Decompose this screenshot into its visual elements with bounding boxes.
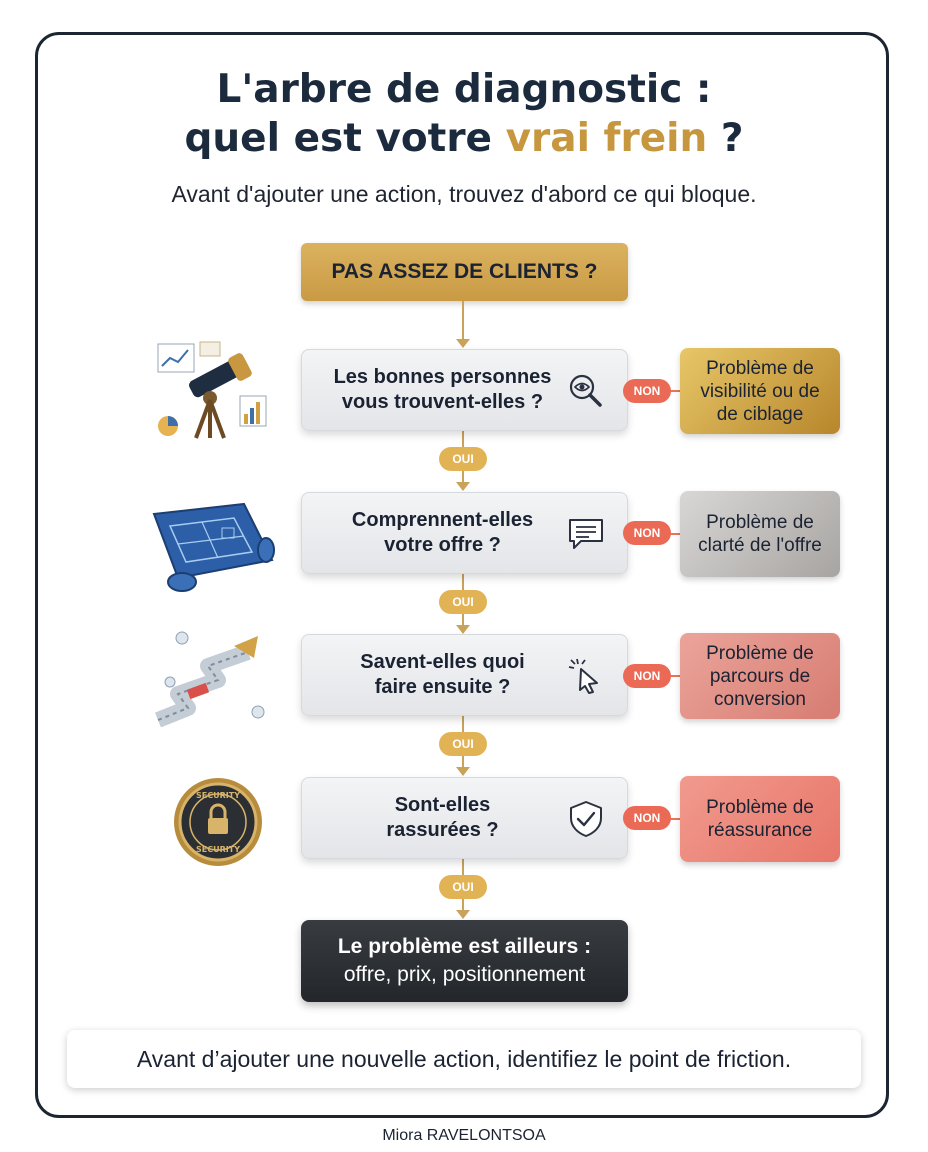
- root-question: PAS ASSEZ DE CLIENTS ?: [301, 243, 628, 301]
- result-text: conversion: [714, 688, 806, 710]
- arrow-down-icon: [456, 910, 470, 919]
- question-box-conversion: [301, 634, 628, 716]
- telescope-charts-illustration: [148, 340, 276, 440]
- security-seal-illustration: [148, 772, 276, 872]
- question-text: votre offre ?: [384, 534, 501, 556]
- question-box-clarity: [301, 492, 628, 574]
- final-text-bold: Le problème est ailleurs :: [337, 935, 592, 958]
- result-text: clarté de l'offre: [698, 535, 822, 556]
- question-text: Savent-elles quoi: [360, 651, 525, 673]
- result-clarity: [680, 491, 840, 577]
- question-box-reassurance: [301, 777, 628, 859]
- result-text: visibilité ou de: [700, 380, 820, 402]
- result-text: parcours de: [709, 665, 811, 687]
- title-line-2-end: ?: [707, 116, 744, 161]
- arrow-down-icon: [456, 625, 470, 634]
- message-icon: [567, 515, 605, 553]
- question-text: faire ensuite ?: [374, 676, 511, 698]
- bottom-note: Avant d’ajouter une nouvelle action, identifiez le point de friction.: [67, 1030, 861, 1088]
- subtitle: Avant d'ajouter une action, trouvez d'abord ce qui bloque.: [171, 181, 757, 207]
- final-outcome: [301, 920, 628, 1002]
- result-conversion: [680, 633, 840, 719]
- arrow-down-icon: [456, 482, 470, 491]
- yes-badge: OUI: [439, 447, 487, 471]
- search-eye-icon: [567, 372, 605, 410]
- title-line-2: [0, 115, 928, 163]
- blueprint-illustration: [148, 500, 276, 600]
- title-accent: vrai frein: [505, 116, 708, 161]
- title-line-2-start: quel est votre: [184, 116, 506, 161]
- result-text: de ciblage: [716, 403, 804, 425]
- yes-badge: OUI: [439, 732, 487, 756]
- title-line-1: L'arbre de diagnostic :: [216, 67, 712, 112]
- no-badge: NON: [623, 664, 671, 688]
- result-text: réassurance: [707, 820, 813, 841]
- no-badge: NON: [623, 379, 671, 403]
- question-text: Les bonnes personnes: [333, 366, 552, 388]
- connector-root: [462, 301, 464, 341]
- no-badge: NON: [623, 521, 671, 545]
- question-text: Comprennent-elles: [351, 509, 534, 531]
- result-visibility: [680, 348, 840, 434]
- question-text: vous trouvent-elles ?: [341, 391, 544, 413]
- yes-badge: OUI: [439, 875, 487, 899]
- arrow-down-icon: [456, 339, 470, 348]
- question-box-visibility: [301, 349, 628, 431]
- yes-badge: OUI: [439, 590, 487, 614]
- arrow-down-icon: [456, 767, 470, 776]
- final-text: offre, prix, positionnement: [343, 963, 586, 986]
- question-text: Sont-elles: [394, 794, 491, 816]
- result-text: Problème de: [706, 357, 814, 379]
- path-arrow-illustration: [148, 628, 276, 728]
- result-text: Problème de: [706, 797, 814, 818]
- result-reassurance: [680, 776, 840, 862]
- seal-text-top: SECURITY: [196, 791, 240, 800]
- cursor-click-icon: [567, 657, 605, 695]
- result-text: Problème de: [706, 642, 814, 664]
- question-text: rassurées ?: [386, 819, 499, 841]
- shield-check-icon: [567, 800, 605, 838]
- author-credit: Miora RAVELONTSOA: [382, 1127, 546, 1144]
- seal-text-bottom: SECURITY: [196, 845, 240, 854]
- no-badge: NON: [623, 806, 671, 830]
- result-text: Problème de: [706, 512, 814, 533]
